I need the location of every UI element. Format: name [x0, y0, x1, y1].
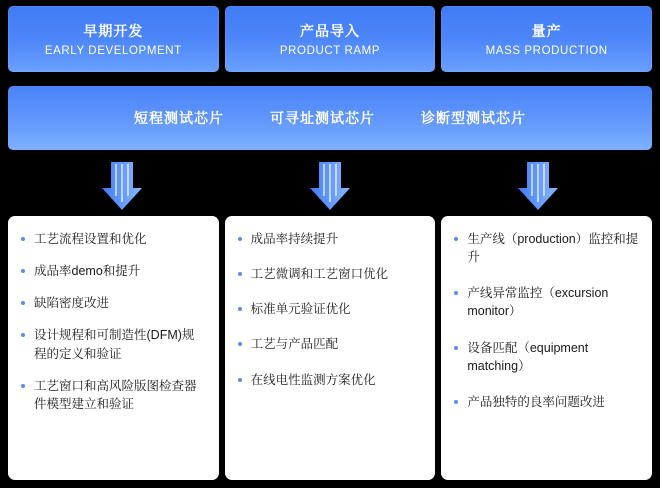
- list-item: 产品独特的良率问题改进: [453, 393, 640, 411]
- band-item-diagnostic: 诊断型测试芯片: [421, 110, 526, 126]
- list-item: 产线异常监控（excursion monitor）: [453, 284, 640, 320]
- test-chip-band: [8, 86, 652, 150]
- list-item: 在线电性监测方案优化: [237, 371, 424, 389]
- list-item: 工艺与产品匹配: [237, 335, 424, 353]
- list-item: 标准单元验证优化: [237, 300, 424, 318]
- down-arrow-icon: [310, 162, 350, 210]
- phase-title-cn: 量产: [531, 23, 562, 39]
- phase-header-row: [8, 6, 652, 72]
- detail-card-row: [8, 216, 652, 480]
- phase-card-product-ramp: [225, 6, 436, 72]
- list-item: 成品率demo和提升: [20, 262, 207, 280]
- detail-card-product-ramp: [225, 216, 436, 480]
- list-item: 成品率持续提升: [237, 230, 424, 248]
- down-arrow-icon: [102, 162, 142, 210]
- phase-title-en: PRODUCT RAMP: [279, 45, 381, 57]
- bullet-list: [237, 230, 424, 389]
- band-item-short-loop: 短程测试芯片: [134, 110, 224, 126]
- down-arrow-icon: [518, 162, 558, 210]
- bullet-list: [453, 230, 640, 411]
- phase-title-en: MASS PRODUCTION: [485, 45, 608, 57]
- phase-title-cn: 产品导入: [300, 23, 360, 39]
- list-item: 工艺流程设置和优化: [20, 230, 207, 248]
- phase-card-early-development: [8, 6, 219, 72]
- phase-title-cn: 早期开发: [83, 23, 144, 39]
- phase-card-mass-production: [441, 6, 652, 72]
- detail-card-early-development: [8, 216, 219, 480]
- list-item: 缺陷密度改进: [20, 294, 207, 312]
- list-item: 工艺微调和工艺窗口优化: [237, 265, 424, 283]
- list-item: 生产线（production）监控和提升: [453, 230, 640, 266]
- bullet-list: [20, 230, 207, 413]
- band-item-addressable: 可寻址测试芯片: [270, 110, 375, 126]
- arrow-row: [8, 162, 652, 212]
- list-item: 设计规程和可制造性(DFM)规程的定义和验证: [20, 326, 207, 362]
- list-item: 设备匹配（equipment matching）: [453, 339, 640, 375]
- list-item: 工艺窗口和高风险版图检查器件模型建立和验证: [20, 377, 207, 413]
- detail-card-mass-production: [441, 216, 652, 480]
- phase-title-en: EARLY DEVELOPMENT: [44, 45, 182, 57]
